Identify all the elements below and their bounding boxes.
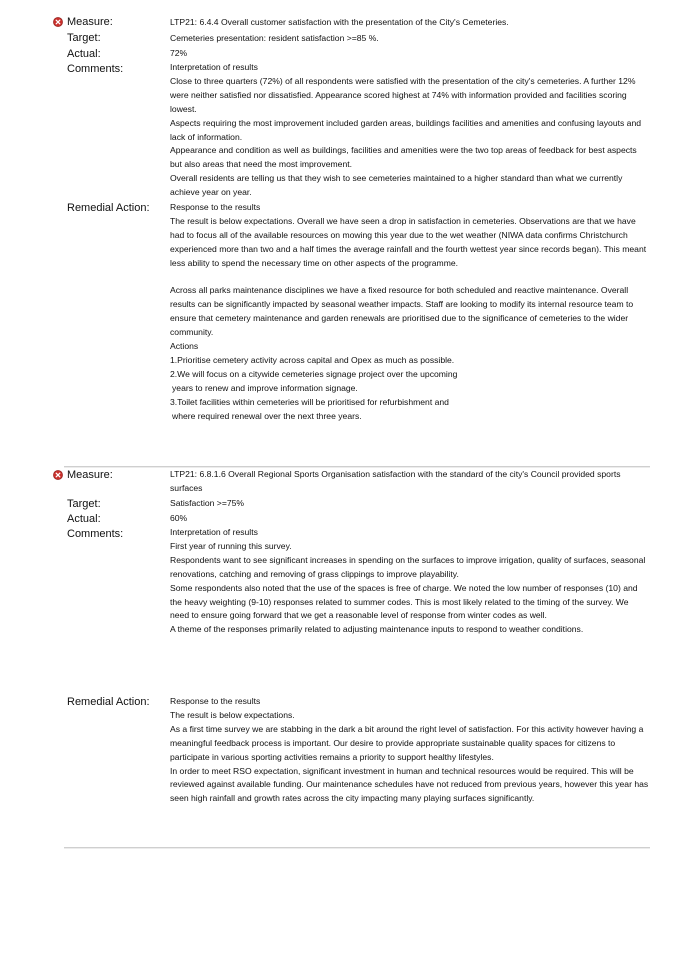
comments-paragraph: Overall residents are telling us that they wish to see cemeteries maintained to a higher standard than what we currently achieve year on year.: [170, 173, 623, 198]
target-value: Cemeteries presentation: resident satisfaction >=85 %.: [170, 33, 379, 43]
actual-value: 60%: [170, 513, 188, 523]
record-divider: [64, 847, 650, 848]
not-achieved-icon: [53, 17, 63, 27]
remedial-action-label: Remedial Action:: [67, 696, 150, 708]
action-item: where required renewal over the next three years.: [172, 410, 362, 421]
not-achieved-icon: [53, 470, 63, 480]
actual-value: 72%: [170, 48, 188, 58]
action-item: 2.We will focus on a citywide cemeteries signage project over the upcoming: [170, 368, 458, 379]
action-item: 1.Prioritise cemetery activity across capital and Opex as much as possible.: [170, 354, 455, 365]
remedial-paragraph: As a first time survey we are stabbing in the dark a bit around the right level of satisfaction. For this activity however having a meaningful feedback process is important. Our desire to provide appropriate sustainable quality spaces for citizens to participate in various sporting activities remains a priority to support healthy lifestyles.: [170, 723, 644, 762]
target-value: Satisfaction >=75%: [170, 498, 245, 508]
remedial-action-text: [170, 201, 650, 423]
comments-text: [170, 61, 650, 200]
action-item: years to renew and improve information signage.: [172, 382, 358, 393]
remedial-paragraph: In order to meet RSO expectation, significant investment in human and technical resources would be required. This will be reviewed against available funding. Our maintenance schedules have not reduced from previous years, however this year has seen high rainfall and growth rates across the city impacting many playing surfaces significantly.: [170, 765, 649, 804]
actual-label: Actual:: [67, 513, 101, 525]
record-divider: [64, 466, 650, 467]
target-label: Target:: [67, 498, 101, 510]
remedial-action-text: [170, 695, 650, 806]
remedial-action-label: Remedial Action:: [67, 202, 150, 214]
comments-paragraph: A theme of the responses primarily related to adjusting maintenance inputs to respond to weather conditions.: [170, 624, 584, 635]
comments-paragraph: Some respondents also noted that the use of the spaces is free of charge. We noted the low number of responses (10) and the heavy weighting (9-10) responses related to summer codes. This is most likely related to the timing of the survey. We need to ensure going forward that we get a reasonable level of response from winter codes as well.: [170, 582, 638, 621]
remedial-paragraph: Response to the results: [170, 202, 261, 212]
measure-text: LTP21: 6.4.4 Overall customer satisfaction with the presentation of the City's Cemeteries.: [170, 17, 509, 27]
target-label: Target:: [67, 32, 101, 44]
comments-text: [170, 526, 650, 637]
comments-paragraph: Interpretation of results: [170, 527, 258, 537]
comments-paragraph: Appearance and condition as well as buildings, facilities and amenities were the two top areas of feedback for best aspects but also areas that need the most improvement.: [170, 145, 637, 170]
actual-label: Actual:: [67, 48, 101, 60]
comments-paragraph: Interpretation of results: [170, 62, 258, 72]
remedial-paragraph: Response to the results: [170, 696, 261, 706]
comments-paragraph: Respondents want to see significant increases in spending on the surfaces to improve irrigation, quality of surfaces, seasonal renovations, catching and removing of grass clippings to improve playability.: [170, 554, 646, 579]
comments-paragraph: Close to three quarters (72%) of all respondents were satisfied with the presentation of the city's cemeteries. A further 12% were neither satisfied nor dissatisfied. Appearance scored highest at 74% with information provided and facilities scoring lowest.: [170, 75, 636, 114]
comments-label: Comments:: [67, 528, 124, 540]
actions-heading: Actions: [170, 341, 199, 352]
action-item: 3.Toilet facilities within cemeteries will be prioritised for refurbishment and: [170, 396, 449, 407]
remedial-paragraph: The result is below expectations. Overall we have seen a drop in satisfaction in cemeteries. Observations are that we have had to focus all of the available resources on mowing this year due to the wet weather (NIWA data confirms Christchurch experienced more than two and a half times the average rainfall and the fourth wettest year since records began). This meant less ability to spend the necessary time on other aspects of the programme.: [170, 215, 647, 268]
comments-paragraph: First year of running this survey.: [170, 540, 292, 551]
measure-text: LTP21: 6.8.1.6 Overall Regional Sports Organisation satisfaction with the standard of the city's Council provided sports surfaces: [170, 469, 621, 493]
measure-label: Measure:: [67, 469, 113, 481]
remedial-paragraph: The result is below expectations.: [170, 709, 295, 720]
comments-paragraph: Aspects requiring the most improvement included garden areas, buildings facilities and amenities and confusing layouts and lack of information.: [170, 117, 642, 142]
comments-label: Comments:: [67, 63, 124, 75]
measure-label: Measure:: [67, 16, 113, 28]
remedial-paragraph: Across all parks maintenance disciplines we have a fixed resource for both scheduled and reactive maintenance. Overall results can be significantly impacted by seasonal weather impacts. Staff are looking to modify its internal resource team to ensure that cemetery maintenance and garden renewals are prioritised due to the significance of cemeteries to the wider community.: [170, 285, 634, 338]
